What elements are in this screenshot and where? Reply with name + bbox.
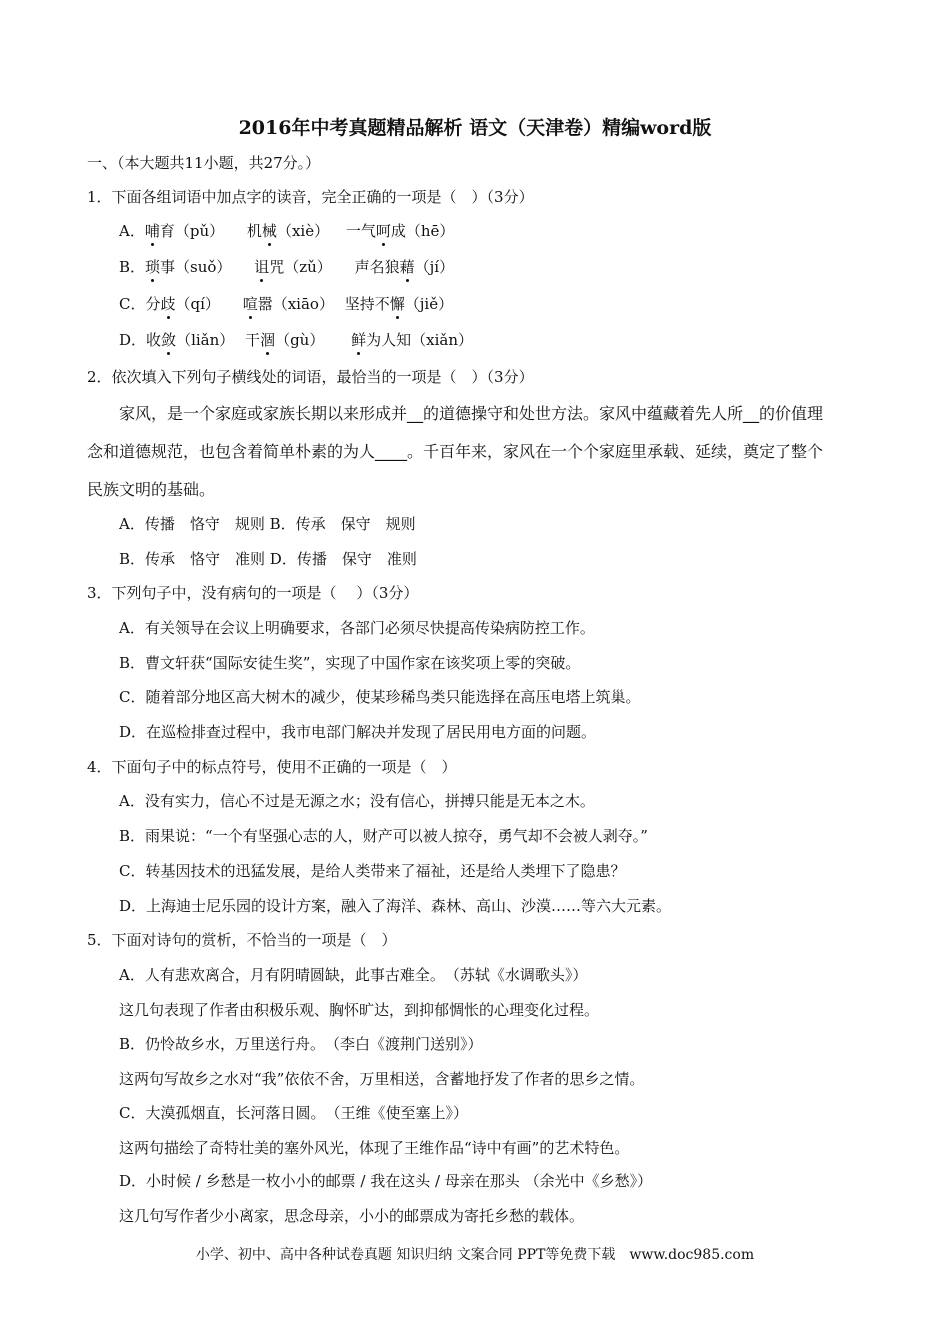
question-4-option: A．没有实力，信心不过是无源之水；没有信心，拼搏只能是无本之木。 — [119, 792, 595, 810]
question-5-option: C．大漠孤烟直，长河落日圆。 （王维《使至塞上》） — [119, 1104, 468, 1122]
question-2-passage-line: 家风，是一个家庭或家族长期以来形成并__的道德操守和处世方法。家风中蕴藏着先人所__的价值理 — [119, 404, 824, 423]
question-1-option-b: B．琐事（suǒ） 诅咒（zǔ） 声名狼藉（jí） — [119, 258, 455, 276]
question-4-option: B．雨果说：“一个有坚强心志的人，财产可以被人掠夺，勇气却不会被人剥夺。” — [119, 827, 648, 845]
document-title: 2016年中考真题精品解析 语文（天津卷）精编word版 — [238, 117, 712, 139]
question-4-option: C．转基因技术的迅猛发展，是给人类带来了福祉，还是给人类埋下了隐患？ — [119, 862, 626, 880]
question-2-options-line: A．传播 恪守 规则 B．传承 保守 规则 — [119, 515, 416, 533]
question-2-passage-line: 念和道德规范，也包含着简单朴素的为人____。千百年来，家风在一个个家庭里承载、延续，奠定了整个 — [87, 442, 824, 461]
question-3-option: A．有关领导在会议上明确要求，各部门必须尽快提高传染病防控工作。 — [119, 619, 595, 637]
question-3-stem: 3．下列句子中，没有病句的一项是（ ）（3分） — [87, 584, 419, 602]
question-2-passage-line: 民族文明的基础。 — [87, 480, 216, 499]
question-3-option: B．曹文轩获“国际安徒生奖”，实现了中国作家在该奖项上零的突破。 — [119, 654, 581, 672]
question-3-option: C．随着部分地区高大树木的减少，使某珍稀鸟类只能选择在高压电塔上筑巢。 — [119, 688, 641, 706]
question-5-analysis: 这几句写作者少小离家，思念母亲，小小的邮票成为寄托乡愁的载体。 — [119, 1207, 585, 1225]
question-1-option-c: C．分歧（qí） 喧嚣（xiāo） 坚持不懈（jiě） — [119, 295, 454, 313]
page-footer: 小学、初中、高中各种试卷真题 知识归纳 文案合同 PPT等免费下载 www.doc985.com — [195, 1247, 755, 1263]
question-2-stem: 2．依次填入下列句子横线处的词语，最恰当的一项是（ ）（3分） — [87, 368, 534, 386]
question-1-option-a: A．哺育（pǔ） 机械（xiè） 一气呵成（hē） — [119, 222, 455, 240]
question-5-option: A．人有悲欢离合，月有阴晴圆缺，此事古难全。 （苏轼《水调歌头》） — [119, 966, 588, 984]
question-5-option: B．仍怜故乡水，万里送行舟。 （李白《渡荆门送别》） — [119, 1035, 483, 1053]
question-4-option: D．上海迪士尼乐园的设计方案，融入了海洋、森林、高山、沙漠……等六大元素。 — [119, 897, 672, 915]
question-4-stem: 4．下面句子中的标点符号，使用不正确的一项是（ ） — [87, 758, 457, 776]
question-1-option-d: D．收敛（liǎn） 干涸（gù） 鲜为人知（xiǎn） — [119, 331, 474, 349]
question-5-analysis: 这两句描绘了奇特壮美的塞外风光，体现了王维作品“诗中有画”的艺术特色。 — [119, 1139, 630, 1157]
section-heading: 一、（本大题共11小题，共27分。） — [87, 154, 321, 172]
question-1-stem: 1．下面各组词语中加点字的读音，完全正确的一项是（ ）（3分） — [87, 188, 534, 206]
question-3-option: D．在巡检排查过程中，我市电部门解决并发现了居民用电方面的问题。 — [119, 723, 597, 741]
question-2-options-line: B．传承 恪守 准则 D．传播 保守 准则 — [119, 550, 417, 568]
question-5-analysis: 这两句写故乡之水对“我”依依不舍，万里相送，含蓄地抒发了作者的思乡之情。 — [119, 1070, 645, 1088]
question-5-stem: 5．下面对诗句的赏析，不恰当的一项是（ ） — [87, 931, 397, 949]
question-5-option: D．小时候 / 乡愁是一枚小小的邮票 / 我在这头 / 母亲在那头 （余光中《乡愁》） — [119, 1172, 653, 1190]
question-5-analysis: 这几句表现了作者由积极乐观、胸怀旷达，到抑郁惆怅的心理变化过程。 — [119, 1001, 600, 1019]
